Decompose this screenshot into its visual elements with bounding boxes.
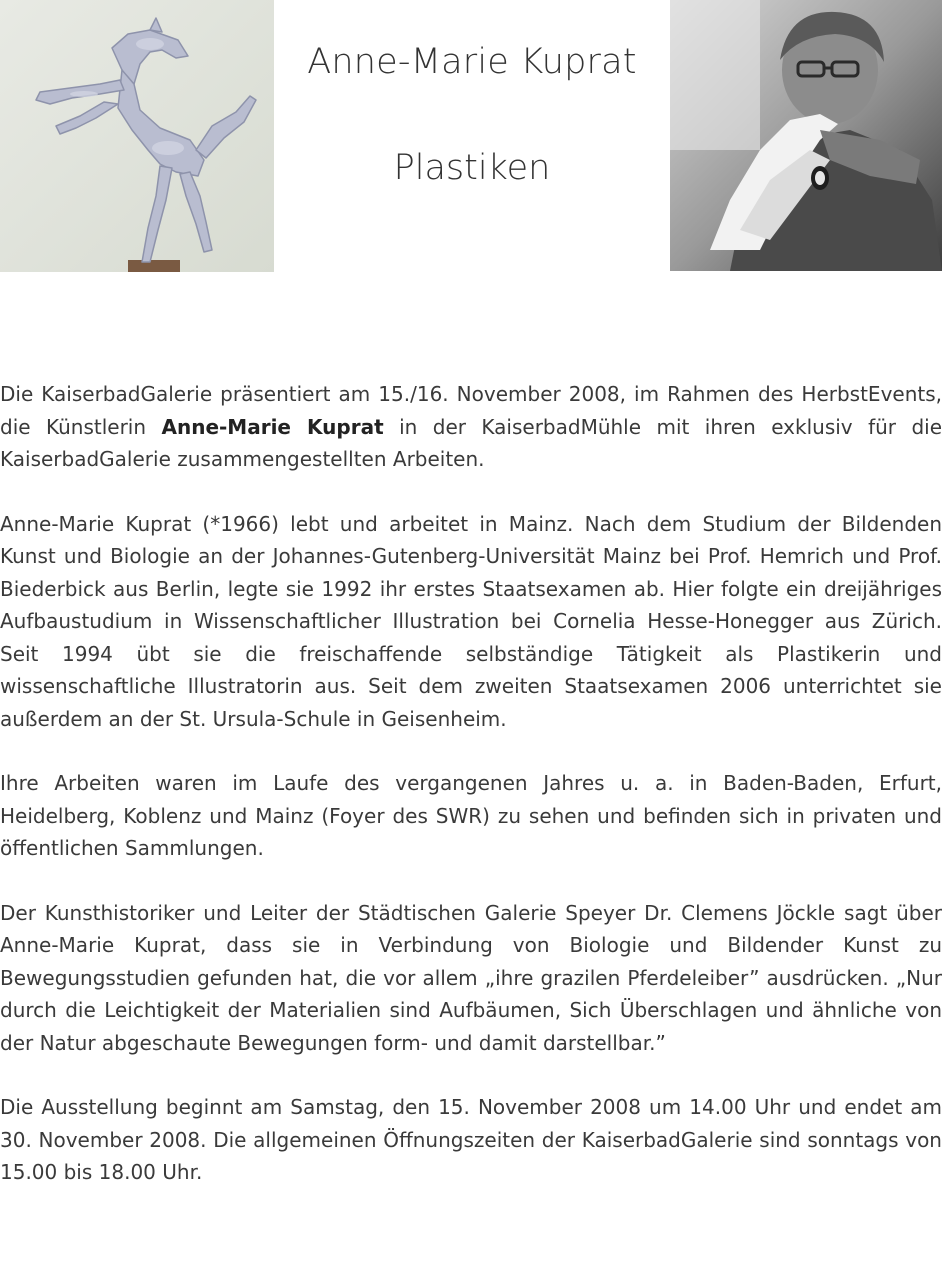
horse-sculpture-photo (0, 0, 274, 272)
artist-portrait-photo (670, 0, 942, 271)
article-body (0, 378, 942, 1221)
artist-name: Anne-Marie Kuprat (307, 42, 637, 82)
artist-name-bold: Anne-Marie Kuprat (161, 414, 384, 439)
artist-portrait-image (670, 0, 942, 271)
paragraph-opening-times: Die Ausstellung beginnt am Samstag, den 15. November 2008 um 14.00 Uhr und endet am 30. November 2008. Die allgemeinen Öffnungszeiten der KaiserbadGalerie sind sonntags von 15.00 bis 18.00 Uhr. (0, 1095, 942, 1184)
paragraph-intro: Die KaiserbadGalerie präsentiert am 15./16. November 2008, im Rahmen des HerbstEvents, die Künstlerin Anne-Marie Kuprat in der KaiserbadMühle mit ihren exklusiv für die KaiserbadGalerie zusammengestellten Arbeiten. (0, 382, 943, 471)
horse-sculpture-image (0, 0, 274, 272)
paragraph-biography: Anne-Marie Kuprat (*1966) lebt und arbeitet in Mainz. Nach dem Studium der Bildenden Kunst und Biologie an der Johannes-Gutenberg-Universität Mainz bei Prof. Hemrich und Prof. Biederbick aus Berlin, legte sie 1992 ihr erstes Staatsexamen ab. Hier folgte ein dreijähriges Aufbaustudium in Wissenschaftlicher Illustration bei Cornelia Hesse-Honegger aus Zürich. Seit 1994 übt sie die freischaffende selbständige Tätigkeit als Plastikerin und wissenschaftliche Illustratorin aus. Seit dem zweiten Staatsexamen 2006 unterrichtet sie außerdem an der St. Ursula-Schule in Geisenheim. (0, 511, 942, 731)
paragraph-quote: Der Kunsthistoriker und Leiter der Städtischen Galerie Speyer Dr. Clemens Jöckle sagt über Anne-Marie Kuprat, dass sie in Verbindung von Biologie und Bildender Kunst zu Bewegungsstudien gefunden hat, die vor allem „ihre grazilen Pferdeleiber” ausdrücken. „Nur durch die Leichtigkeit der Materialien sind Aufbäumen, Sich Überschlagen und ähnliche von der Natur abgeschaute Bewegungen form- und damit darstellbar.” (0, 900, 942, 1055)
title-block (274, 0, 670, 272)
exhibition-subtitle: Plastiken (393, 148, 551, 188)
paragraph-exhibitions: Ihre Arbeiten waren im Laufe des vergangenen Jahres u. a. in Baden-Baden, Erfurt, Heidelberg, Koblenz und Mainz (Foyer des SWR) zu sehen und befinden sich in privaten und öffentlichen Sammlungen. (0, 771, 942, 860)
